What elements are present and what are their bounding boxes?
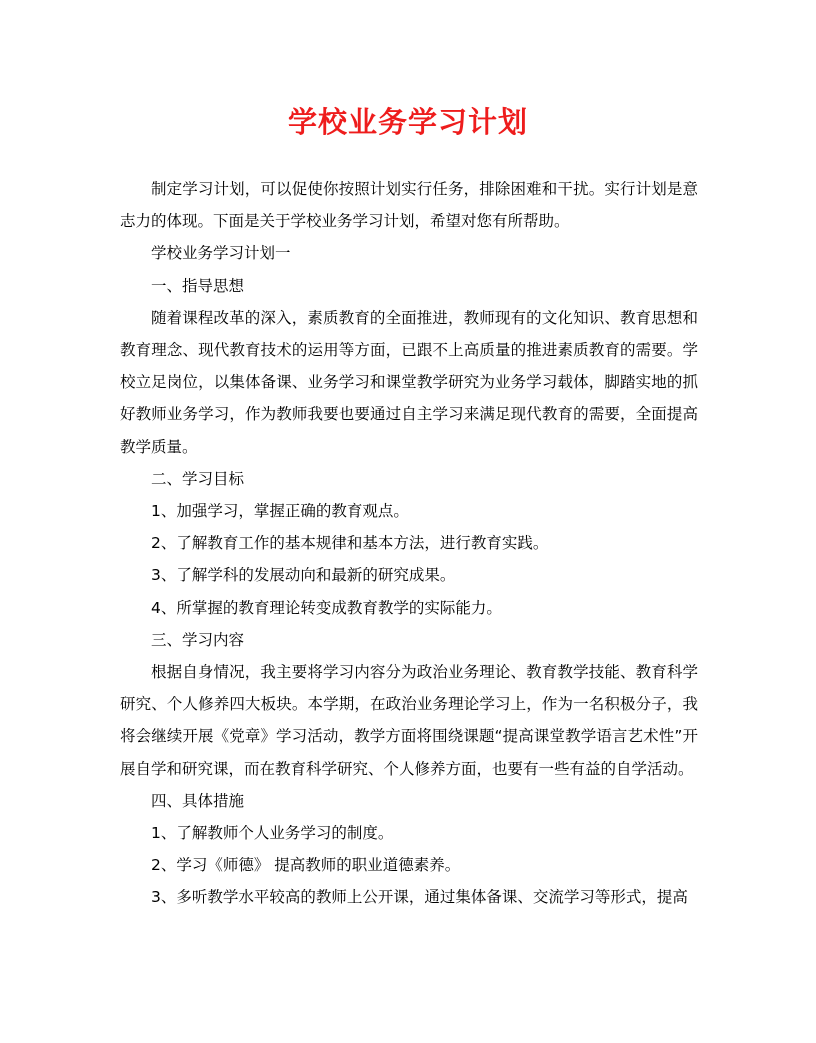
section-heading: 一、指导思想: [151, 276, 245, 295]
document-body: [120, 173, 698, 914]
section-heading: 二、学习目标: [151, 469, 245, 488]
body-paragraph: 随着课程改革的深入，素质教育的全面推进，教师现有的文化知识、教育思想和教育理念、现代教育技术的运用等方面，已跟不上高质量的推进素质教育的需要。学校立足岗位，以集体备课、业务学习和课堂教学研究为业务学习载体，脚踏实地的抓好教师业务学习，作为教师我要也要通过自主学习来满足现代教育的需要，全面提高教学质量。: [120, 308, 698, 456]
list-item: 2、了解教育工作的基本规律和基本方法，进行教育实践。: [151, 534, 549, 553]
list-item: 2、学习《师德》 提高教师的职业道德素养。: [151, 856, 461, 875]
list-item: 1、加强学习，掌握正确的教育观点。: [151, 502, 409, 521]
section-heading: 三、学习内容: [151, 630, 245, 649]
list-item: 4、所掌握的教育理论转变成教育教学的实际能力。: [151, 598, 502, 617]
section-heading: 四、具体措施: [151, 791, 245, 810]
list-item: 1、了解教师个人业务学习的制度。: [151, 824, 394, 843]
body-paragraph: 根据自身情况，我主要将学习内容分为政治业务理论、教育教学技能、教育科学研究、个人修养四大板块。本学期，在政治业务理论学习上，作为一名积极分子，我将会继续开展《党章》学习活动，教学方面将围绕课题“提高课堂教学语言艺术性”开展自学和研究课，而在教育科学研究、个人修养方面，也要有一些有益的自学活动。: [120, 663, 698, 778]
document-title: 学校业务学习计划: [287, 105, 528, 139]
plan-heading: 学校业务学习计划一: [151, 244, 291, 263]
list-item: 3、多听教学水平较高的教师上公开课，通过集体备课、交流学习等形式，提高: [151, 888, 688, 907]
list-item: 3、了解学科的发展动向和最新的研究成果。: [151, 566, 456, 585]
intro-paragraph: 制定学习计划，可以促使你按照计划实行任务，排除困难和干扰。实行计划是意志力的体现。下面是关于学校业务学习计划，希望对您有所帮助。: [120, 180, 698, 231]
